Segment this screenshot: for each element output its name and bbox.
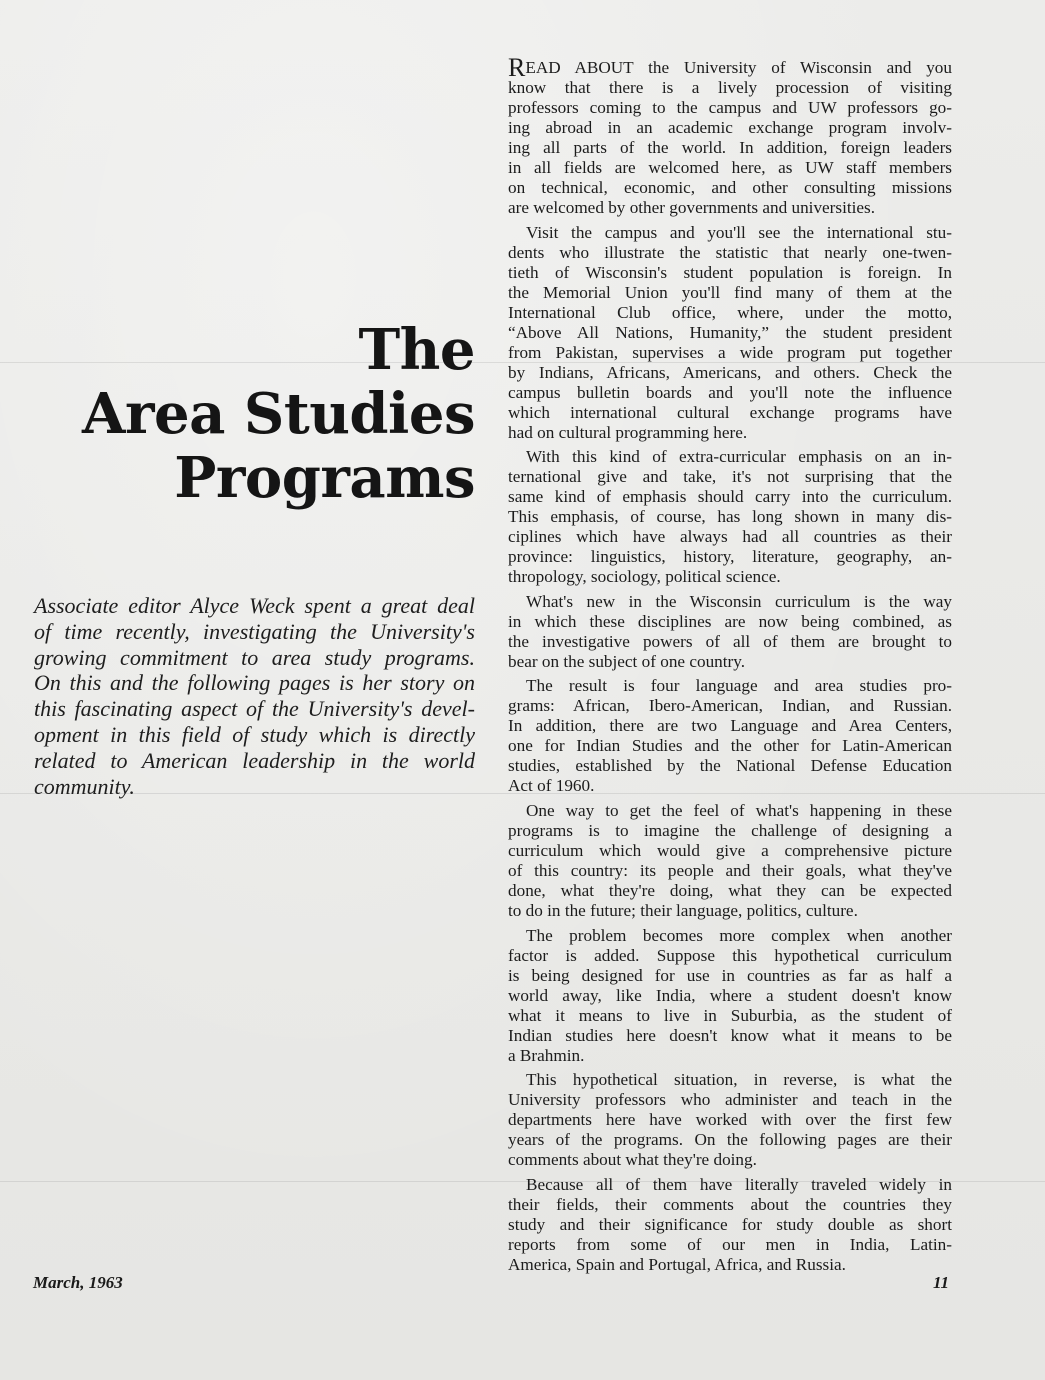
article-line: by Indians, Africans, Americans, and others. Check the [508,362,952,382]
article-line: ciplines which have always had all countries as their [508,527,952,547]
article-line: One way to get the feel of what's happening in these [526,800,952,820]
article-line: one for Indian Studies and the other for Latin-American [508,736,952,756]
article-line: dents who illustrate the statistic that nearly one-twen- [508,242,952,262]
article-line: tieth of Wisconsin's student population is foreign. In [508,262,952,282]
article-paragraph [508,447,952,587]
article-body [508,53,952,1279]
title-line: Area Studies [82,381,475,447]
article-line: campus bulletin boards and you'll note the influence [508,382,952,402]
article-paragraph [508,1175,952,1275]
article-line: The result is four language and area studies pro- [526,676,952,696]
article-line: With this kind of extra-curricular emphasis on an in- [526,447,952,467]
article-line: bear on the subject of one country. [508,651,746,671]
article-line: study and their significance for study double as short [508,1214,952,1234]
drop-cap: R [508,53,526,82]
article-line: province: linguistics, history, literature, geography, an- [508,547,952,567]
article-line: thropology, sociology, political science. [508,567,781,587]
article-line: which international cultural exchange programs have [508,402,952,422]
article-line: the Memorial Union you'll find many of them at the [508,282,952,302]
article-line: what it means to live in Suburbia, as the student of [508,1005,952,1025]
article-paragraph [508,53,952,218]
article-line: Because all of them have literally traveled widely in [526,1174,952,1194]
article-line: is being designed for use in countries as far as half a [508,965,952,985]
article-line: on technical, economic, and other consulting missions [508,178,952,197]
article-line: in which these disciplines are now being combined, as [508,611,952,631]
article-line: programs is to imagine the challenge of designing a [508,820,952,840]
article-line: “Above All Nations, Humanity,” the student president [508,322,952,342]
article-line [508,53,952,82]
article-line: departments here have worked with over the first few [508,1110,952,1130]
article-line: University professors who administer and teach in the [508,1090,952,1110]
article-line: What's new in the Wisconsin curriculum is the way [526,591,952,611]
article-line: This emphasis, of course, has long shown in many dis- [508,507,952,527]
article-line: years of the programs. On the following pages are their [508,1130,952,1150]
article-line: are welcomed by other governments and universities. [508,198,876,217]
article-line: a Brahmin. [508,1045,585,1065]
article-line: done, what they're doing, what they can be expected [508,880,952,900]
article-line: ing abroad in an academic exchange program involv- [508,118,952,137]
article-line: comments about what they're doing. [508,1150,757,1170]
intro-line: related to American leadership in the world [34,747,475,773]
intro-line: of time recently, investigating the University's [34,618,475,644]
article-line: in all fields are welcomed here, as UW staff members [508,158,952,177]
article-paragraph [508,1070,952,1170]
article-line: ternational give and take, it's not surprising that the [508,467,952,487]
title-line: Programs [174,445,475,511]
article-line: The problem becomes more complex when another [526,925,952,945]
article-line: This hypothetical situation, in reverse, is what the [526,1070,952,1090]
title-line: The [358,317,475,383]
intro-line: On this and the following pages is her story on [34,670,475,696]
article-line: to do in the future; their language, politics, culture. [508,900,858,920]
article-line: Visit the campus and you'll see the international stu- [526,222,952,242]
article-line: world away, like India, where a student doesn't know [508,985,952,1005]
article-line: Act of 1960. [508,776,595,796]
article-line-text: EAD ABOUT the University of Wisconsin and you [525,58,952,77]
article-line: International Club office, where, under the motto, [508,302,952,322]
article-line: from Pakistan, supervises a wide program put together [508,342,952,362]
article-line: Indian studies here doesn't know what it means to be [508,1025,952,1045]
article-paragraph [508,592,952,672]
article-line: of this country: its people and their goals, what they've [508,860,952,880]
article-line: factor is added. Suppose this hypothetical curriculum [508,945,952,965]
intro-line: growing commitment to area study programs. [34,644,475,670]
article-paragraph [508,223,952,443]
article-line: In addition, there are two Language and Area Centers, [508,716,952,736]
article-line: ing all parts of the world. In addition, foreign leaders [508,138,952,157]
article-paragraph [508,801,952,921]
article-line: professors coming to the campus and UW professors go- [508,98,952,117]
intro-line: community. [34,773,135,799]
article-paragraph [508,926,952,1066]
footer-date: March, 1963 [33,1273,123,1292]
article-line: had on cultural programming here. [508,422,748,442]
article-line: same kind of emphasis should carry into the curriculum. [508,487,952,507]
intro-line: this fascinating aspect of the University's devel- [34,696,475,722]
article-line: studies, established by the National Defense Education [508,756,952,776]
article-paragraph [508,676,952,796]
article-line: grams: African, Ibero-American, Indian, and Russian. [508,696,952,716]
article-line: America, Spain and Portugal, Africa, and Russia. [508,1254,846,1274]
page-title [15,318,475,510]
intro-line: Associate editor Alyce Weck spent a great deal [34,593,475,618]
article-line: know that there is a lively procession of visiting [508,78,952,97]
article-line: reports from some of our men in India, Latin- [508,1234,952,1254]
intro-blurb [34,593,475,799]
article-line: their fields, their comments about the countries they [508,1194,952,1214]
article-line: curriculum which would give a comprehensive picture [508,840,952,860]
article-line: the investigative powers of all of them are brought to [508,631,952,651]
page-number: 11 [932,1273,949,1292]
intro-line: opment in this field of study which is directly [34,721,475,747]
